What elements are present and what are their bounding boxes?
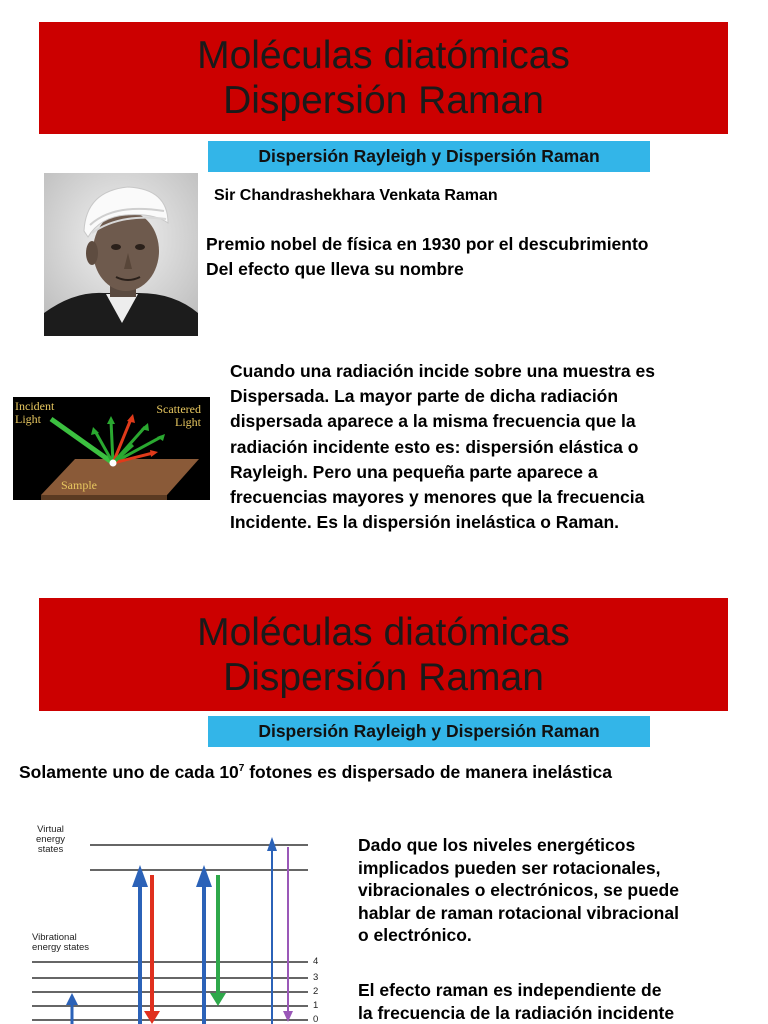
sample-label: Sample xyxy=(61,478,97,492)
inelastic-statement: Solamente uno de cada $10^7$ fotones es dispersado de manera inelástica xyxy=(19,762,612,782)
level-label: 2 xyxy=(313,986,319,997)
level-label: 0 xyxy=(313,1014,319,1024)
paragraph-line: implicados pueden ser rotacionales, xyxy=(358,857,661,878)
paragraph-line: hablar de raman rotacional vibracional xyxy=(358,902,679,923)
title-line-2: Dispersión Raman xyxy=(223,655,544,699)
slide-subtitle: Dispersión Rayleigh y Dispersión Raman xyxy=(208,141,650,172)
paragraph-line: la frecuencia de la radiación incidente xyxy=(358,1002,675,1023)
paragraph-line: El efecto raman es independiente de xyxy=(358,980,662,1000)
scientist-name: Sir Chandrashekhara Venkata Raman xyxy=(214,187,498,204)
raman-types-paragraph xyxy=(358,834,758,947)
scattered-label: Scattered Light xyxy=(156,402,201,429)
raman-portrait-image xyxy=(44,173,198,336)
paragraph-line: Incidente. Es la dispersión inelástica o Raman. xyxy=(230,512,620,533)
title-line-1: Moléculas diatómicas xyxy=(197,610,570,654)
nobel-text xyxy=(206,232,649,282)
paragraph-line: dispersada aparece a la misma frecuencia que la xyxy=(230,411,636,432)
paragraph-line: Dado que los niveles energéticos xyxy=(358,835,636,855)
nobel-line: Premio nobel de física en 1930 por el descubrimiento xyxy=(206,234,649,254)
paragraph-line: Cuando una radiación incide sobre una muestra es xyxy=(230,361,655,381)
scattering-diagram xyxy=(13,397,210,500)
title-line-1: Moléculas diatómicas xyxy=(197,34,570,77)
level-label: 3 xyxy=(313,972,319,983)
slide-title xyxy=(39,598,728,711)
raman-independence-paragraph xyxy=(358,979,758,1024)
nobel-line: Del efecto que lleva su nombre xyxy=(206,259,464,279)
slide-2 xyxy=(0,585,768,1024)
level-label: 4 xyxy=(313,956,319,967)
paragraph-line: Rayleigh. Pero una pequeña parte aparece a xyxy=(230,461,598,482)
level-label: 1 xyxy=(313,1000,319,1011)
paragraph-line: vibracionales o electrónicos, se puede xyxy=(358,880,679,900)
paragraph-line: frecuencias mayores y menores que la frecuencia xyxy=(230,487,645,508)
paragraph-line: Dispersada. La mayor parte de dicha radiación xyxy=(230,386,619,407)
slide-subtitle: Dispersión Rayleigh y Dispersión Raman xyxy=(208,716,650,747)
slide-title xyxy=(39,22,728,134)
scattering-explanation xyxy=(230,359,760,535)
incident-label: Incident Light xyxy=(15,399,55,426)
paragraph-line: o electrónico. xyxy=(358,925,472,945)
paragraph-line: radiación incidente esto es: dispersión elástica o xyxy=(230,436,639,457)
virtual-states-label: Virtual energy states xyxy=(36,825,66,855)
title-line-2: Dispersión Raman xyxy=(223,79,544,122)
vibrational-states-label: Vibrational energy states xyxy=(32,932,90,953)
energy-level-diagram xyxy=(28,825,333,1024)
